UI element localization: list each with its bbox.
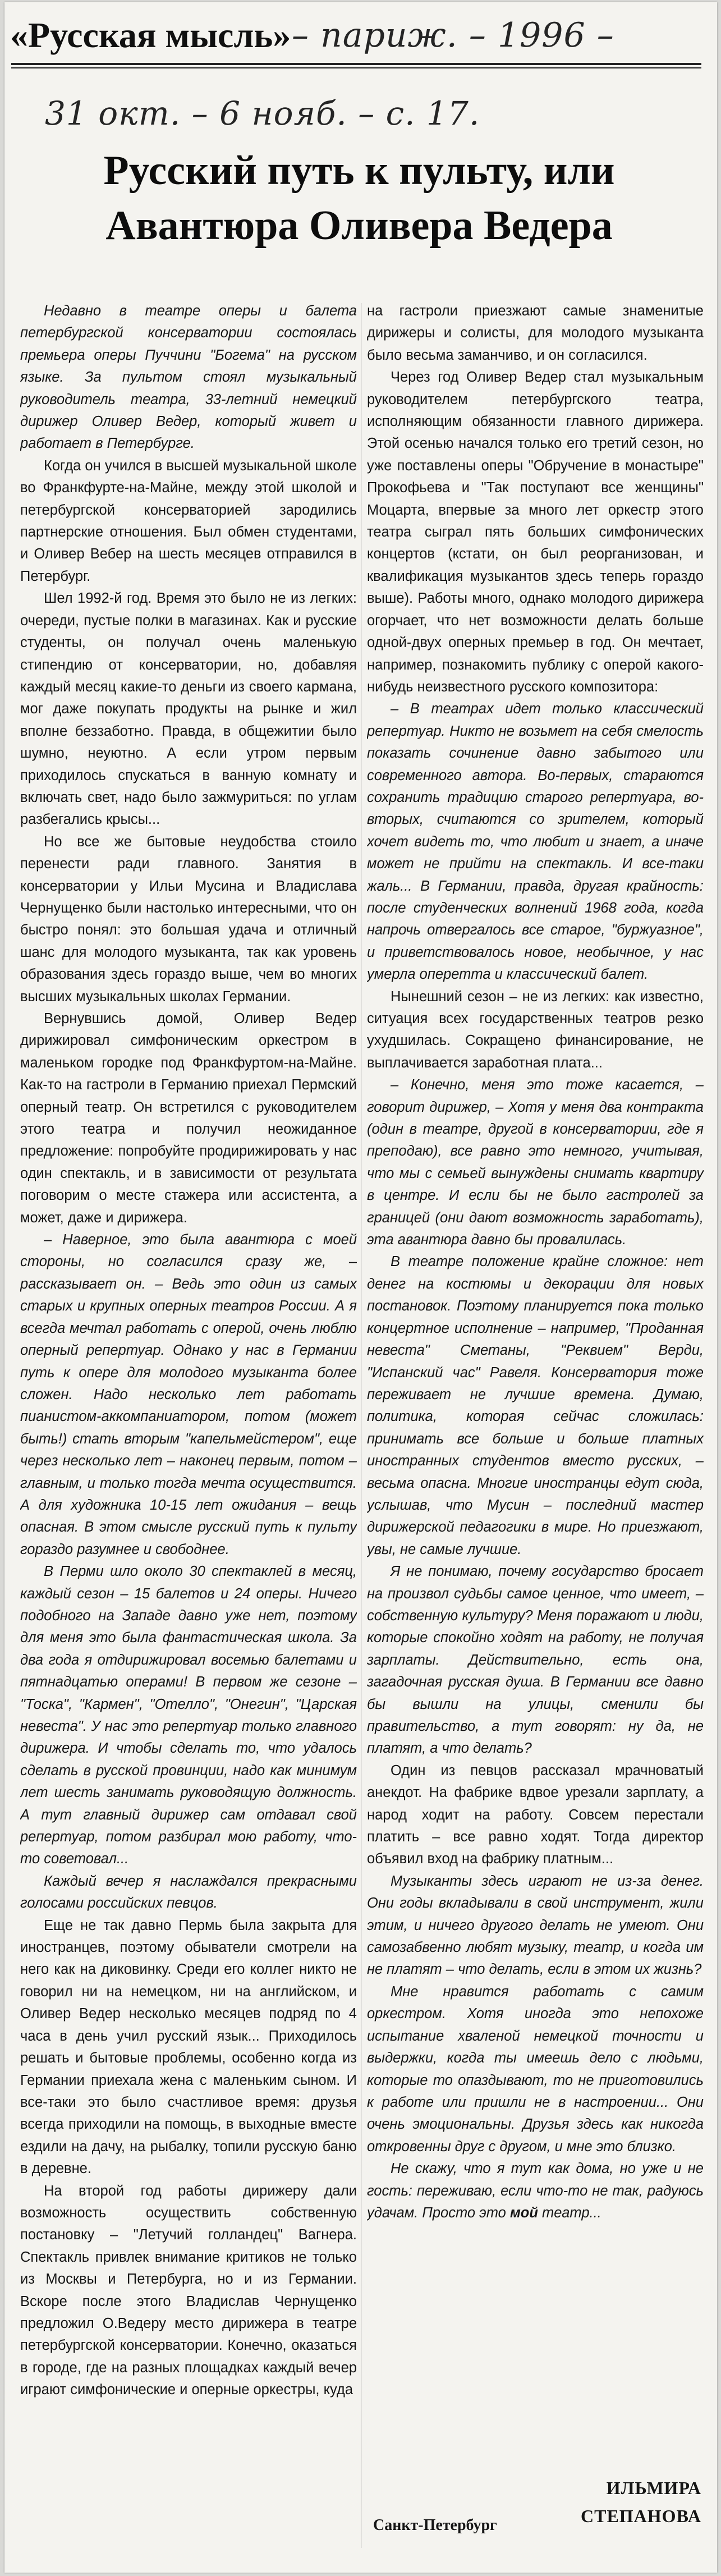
article-paragraph bbox=[20, 1229, 357, 1561]
article-paragraph bbox=[20, 300, 357, 455]
article-column-right bbox=[367, 300, 704, 2551]
paragraph-text: – Наверное, это была авантюра с моей стороны, но согласился сразу же, – рассказывает он. – Ведь это один из самых старых и крупных оперных театров России. А я всегда мечтал работать с оперой, очень люблю оперный репертуар. Однако у нас в Германии путь к опере для молодого музыканта более сложен. Надо несколько лет работать пианистом-аккомпаниатором, потом (может быть!) стать вторым "капельмейстером", еще через несколько лет – наконец первым, потом – главным, и только тогда мечта осуществится. А для художника 10-15 лет ожидания – вещь опасная. В этом смысле русский путь к пульту гораздо разумнее и свободнее. bbox=[20, 1232, 357, 1557]
emphasized-word: мой bbox=[509, 2204, 538, 2221]
paragraph-text: Мне нравится работать с самим оркестром. Хотя иногда это непохоже испытание хваленой немецкой точности и выдержки, когда ты имеешь дело с людьми, которые то опаздывают, то не приготовились к работе или пришли не в настроении... Они очень эмоциональны. Друзья здесь как никогда откровенны друг с другом, и мне это близко. bbox=[367, 1983, 704, 2155]
paragraph-text: Но все же бытовые неудобства стоило перенести ради главного. Занятия в консерватории у Ильи Мусина и Владислава Чернущенко были настолько интересными, что он быстро понял: это большая удача и отличный шанс для молодого музыканта, так как уровень образования здесь гораздо выше, чем во многих высших музыкальных школах Германии. bbox=[20, 833, 357, 1005]
article-paragraph bbox=[367, 986, 704, 1075]
paragraph-text: Через год Оливер Ведер стал музыкальным руководителем петербургского театра, исполняющим обязанности главного дирижера. Этой осенью начался только его третий сезон, но уже поставлены оперы "Обручение в монастыре" Прокофьева и "Так поступают все женщины" Моцарта, впервые за много лет оркестр этого театра сыграл пять больших симфонических концертов (кстати, он был реорганизован, и квалификация музыкантов здесь теперь гораздо выше). Работы много, однако молодого дирижера огорчает, что нет возможности делать больше одной-двух оперных премьер в год. Он мечтает, например, познакомить публику с оперой какого-нибудь неизвестного русского композитора: bbox=[367, 369, 704, 695]
article-paragraph bbox=[20, 1871, 357, 1915]
masthead-rule-thin bbox=[11, 67, 701, 68]
article-paragraph bbox=[367, 698, 704, 986]
paragraph-text: Когда он учился в высшей музыкальной школе во Франкфурте-на-Майне, между этой школой и петербургской консерваторией зародились партнерские отношения. Был обмен студентами, и Оливер Вебер на шесть месяцев отправился в Петербург. bbox=[20, 457, 357, 584]
article-paragraph bbox=[367, 1760, 704, 1871]
masthead-rule bbox=[11, 63, 701, 65]
article-headline: Русский путь к пульту, или Авантюра Оливера Ведера bbox=[103, 148, 615, 249]
article-paragraph bbox=[20, 455, 357, 588]
article-paragraph bbox=[20, 1008, 357, 1229]
article-paragraph bbox=[367, 2158, 704, 2224]
paragraph-text: Один из певцов рассказал мрачноватый анекдот. На фабрике вдвое урезали зарплату, а народ ходит на работу. Совсем перестали платить – все равно ходят. Тогда директор объявил вход на фабрику платным... bbox=[367, 1762, 704, 1867]
article-paragraph bbox=[367, 366, 704, 698]
article-paragraph bbox=[20, 588, 357, 831]
paragraph-text: Шел 1992-й год. Время это было не из легких: очереди, пустые полки в магазинах. Как и русские студенты, он получал очень маленькую стипендию от консерватории, но, добавляя каждый месяц какие-то деньги из своего кармана, мог даже покупать продукты на рынке и жил вполне беззаботно. Правда, в общежитии было шумно, неуютно. А если утром первым приходилось спускаться в ванную комнату и включать свет, надо было зажмуриться: по углам разбегались крысы... bbox=[20, 590, 357, 828]
article-paragraph bbox=[367, 1871, 704, 1981]
paragraph-tail: театр... bbox=[538, 2204, 601, 2221]
handwritten-date-note: 31 окт. – 6 нояб. – с. 17. bbox=[45, 94, 480, 132]
article-dateline: Санкт-Петербург bbox=[373, 2517, 497, 2534]
article-paragraph bbox=[20, 1915, 357, 2180]
paragraph-text: – В театрах идет только классический репертуар. Никто не возьмет на себя смелость показать сочинение давно забытого или современного автора. Во-первых, стараются сохранить традицию старого репертуара, во-вторых, считаются со зрителем, который хочет видеть то, что любит и знает, а иначе может не прийти на спектакль. И все-таки жаль... В Германии, правда, другая крайность: после студенческих волнений 1968 года, когда напрочь отвергалось все старое, "буржуазное", и приветствовалось новое, необычное, у нас умерла оперетта и классический балет. bbox=[367, 701, 704, 983]
paragraph-text: – Конечно, меня это тоже касается, – говорит дирижер, – Хотя у меня два контракта (один в театре, другой в консерватории, где я преподаю), все равно это немного, учитывая, что мы с семьей вынуждены снимать квартиру в центре. И если бы не было гастролей за границей (они дают возможность заработать), эта авантюра давно бы провалилась. bbox=[367, 1077, 704, 1248]
article-author: ИЛЬМИРА СТЕПАНОВА bbox=[580, 2478, 701, 2526]
paragraph-text: Еще не так давно Пермь была закрыта для иностранцев, поэтому обыватели смотрели на него как на диковинку. Среди его коллег никто не говорил ни на немецком, ни на английском, и Оливер Ведер несколько месяцев подряд по 4 часа в день учил русский язык... Приходилось решать и бытовые проблемы, особенно когда из Германии приехала жена с маленьким сыном. И все-таки это было счастливое время: друзья всегда приходили на помощь, в выходные вместе ездили на дачу, на рыбалку, топили русскую баню в деревне. bbox=[20, 1917, 357, 2177]
paragraph-text: На второй год работы дирижеру дали возможность осуществить собственную постановку – "Летучий голландец" Вагнера. Спектакль привлек внимание критиков не только из Москвы и Петербурга, но и из Германии. Вскоре после этого Владислав Чернущенко предложил О.Ведеру место дирижера в театре петербургской консерватории. Конечно, оказаться в городе, где на разных площадках каждый вечер играют симфонические и оперные оркестры, куда bbox=[20, 2183, 357, 2398]
paragraph-text: Музыканты здесь играют не из-за денег. Они годы вкладывали в свой инструмент, жили этим, и ничего другого делать не умеют. Они самозабвенно любят музыку, театр, и когда им не платят – что делать, если в этом их жизнь? bbox=[367, 1873, 704, 1978]
article-column-left bbox=[20, 300, 357, 2551]
article-paragraph bbox=[367, 1074, 704, 1251]
paragraph-text: В театре положение крайне сложное: нет денег на костюмы и декорации для новых постановок. Поэтому планируется пока только концертное исполнение – например, "Проданная невеста" Сметаны, "Реквием" Верди, "Испанский час" Равеля. Консерватория тоже переживает не лучшие времена. Думаю, политика, которая сейчас сложилась: принимать все больше и больше платных иностранных студентов вместо русских, – весьма опасна. Многие иностранцы едут сюда, услышав, что Мусин – последний мастер дирижерской педагогики в мире. Но приезжают, увы, не самые лучшие. bbox=[367, 1254, 704, 1557]
article-paragraph bbox=[20, 1561, 357, 1871]
paragraph-text: Я не понимаю, почему государство бросает на произвол судьбы самое ценное, что имеет, – собственную культуру? Меня поражают и люди, которые спокойно ходят на работу, не получая зарплаты. Действительно, есть она, загадочная русская душа. В Германии все давно бы вышли на улицы, сменили бы правительство, а тут говорят: ну да, не платят, а что делать? bbox=[367, 1564, 704, 1757]
handwritten-source-note: – париж. – 1996 – bbox=[292, 16, 614, 55]
article-paragraph bbox=[367, 1251, 704, 1561]
article-paragraph bbox=[20, 2180, 357, 2401]
paragraph-text: на гастроли приезжают самые знаменитые дирижеры и солисты, для молодого музыканта было весьма заманчиво, и он согласился. bbox=[367, 303, 704, 363]
article-paragraph bbox=[20, 831, 357, 1008]
article-paragraph bbox=[367, 1561, 704, 1760]
paragraph-text: Не скажу, что я тут как дома, но уже и не гость: переживаю, если что-то не так, радуюсь удачам. Просто это bbox=[367, 2161, 704, 2221]
newspaper-masthead: «Русская мысль» bbox=[10, 15, 291, 55]
paragraph-text: Нынешний сезон – не из легких: как известно, ситуация всех государственных театров резко ухудшилась. Сокращено финансирование, не выплачивается заработная плата... bbox=[367, 988, 704, 1071]
paragraph-text: В Перми шло около 30 спектаклей в месяц, каждый сезон – 15 балетов и 24 оперы. Ничего подобного на Западе давно уже нет, поэтому для меня это была фантастическая школа. За два года я отдирижировал восемью балетами и пятнадцатью операми! В первом же сезоне – "Тоска", "Кармен", "Отелло", "Онегин", "Царская невеста". У нас это репертуар только главного дирижера. И чтобы сделать то, что удалось сделать в русской провинции, надо как минимум лет шесть занимать руководящую должность. А тут главный дирижер сам отдавал свой репертуар, потом разбирал мою работу, что-то советовал... bbox=[20, 1564, 357, 1867]
paragraph-text: Недавно в театре оперы и балета петербургской консерватории состоялась премьера оперы Пуччини "Богема" на русском языке. За пультом стоял музыкальный руководитель театра, 33-летний немецкий дирижер Оливер Ведер, который живет и работает в Петербурге. bbox=[20, 303, 357, 452]
paragraph-text: Каждый вечер я наслаждался прекрасными голосами российских певцов. bbox=[20, 1873, 357, 1912]
article-paragraph bbox=[367, 300, 704, 366]
article-paragraph bbox=[367, 1981, 704, 2158]
paragraph-text: Вернувшись домой, Оливер Ведер дирижировал симфоническим оркестром в маленьком городке под Франкфуртом-на-Майне. Как-то на гастроли в Германию приехал Пермский оперный театр. Он встретился с руководителем этого театра и получил неожиданное предложение: попробуйте продирижировать у нас один спектакль, и в зависимости от результата поговорим о месте стажера или ассистента, а может, даже и дирижера. bbox=[20, 1011, 357, 1226]
